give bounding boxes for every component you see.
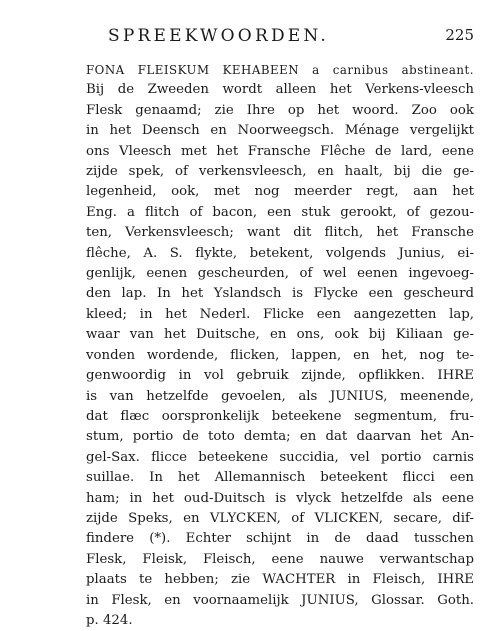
text-line: is van hetzelfde gevoelen, als JUNIUS, meenende, [86, 388, 474, 404]
text-line: Bij de Zweeden wordt alleen het Verkens-vleesch [86, 82, 474, 98]
text-line: zijde spek, of verkensvleesch, en haalt, bij die ge- [86, 164, 474, 180]
text-line: suillae. In het Allemannisch beteekent flicci een [86, 470, 474, 486]
text-line: ons Vleesch met het Fransche Flêche de lard, eene [86, 143, 474, 159]
text-line: genlijk, eenen gescheurden, of wel eenen ingevoeg- [86, 266, 474, 282]
text-line: Flesk genaamd; zie Ihre op het woord. Zoo ook [86, 102, 474, 118]
text-line: stum, portio de toto demta; en dat daarvan het An- [86, 429, 474, 445]
text-line: Eng. a flitch of bacon, een stuk gerookt, of gezou- [86, 204, 474, 220]
text-line: kleed; in het Nederl. Flicke een aangezetten lap, [86, 306, 474, 322]
text-line: ham; in het oud-Duitsch is vlyck hetzelfde als eene [86, 490, 474, 506]
text-line: in Flesk, en voornaamelijk JUNIUS, Glossar. Goth. [86, 592, 474, 608]
body-text [86, 60, 474, 631]
text-line: genwoordig in vol gebruik zijnde, opflikken. IHRE [86, 368, 474, 384]
text-line: Flesk, Fleisk, Fleisch, eene nauwe verwantschap [86, 551, 474, 567]
text-line: legenheid, ook, met nog meerder regt, aan het [86, 184, 474, 200]
text-line: p. 424. [86, 612, 133, 628]
text-line: gel-Sax. flicce beteekene succidia, vel portio carnis [86, 449, 474, 465]
text-line: dat flæc oorspronkelijk beteekene segmentum, fru- [86, 408, 474, 424]
text-line: in het Deensch en Noorweegsch. Ménage vergelijkt [86, 123, 474, 139]
text-line: ten, Verkensvleesch; want dit flitch, het Fransche [86, 225, 474, 241]
text-line: flêche, A. S. flykte, betekent, volgends Junius, ei- [86, 245, 474, 261]
text-line: findere (*). Echter schijnt in de daad tusschen [86, 531, 474, 547]
running-title: SPREEKWOORDEN. [108, 26, 329, 46]
page-header [86, 26, 474, 48]
text-line: waar van het Duitsche, en ons, ook bij Kiliaan ge- [86, 327, 474, 343]
text-line: plaats te hebben; zie WACHTER in Fleisch, IHRE [86, 572, 474, 588]
text-line: den lap. In het Yslandsch is Flycke een gescheurd [86, 286, 474, 302]
page-number: 225 [445, 26, 474, 44]
text-line: FONA FLEISKUM KEHABEEN a carnibus abstineant. [86, 63, 474, 77]
text-line: vonden wordende, flicken, lappen, en het, nog te- [86, 347, 474, 363]
text-line: zijde Speks, en VLYCKEN, of VLICKEN, secare, dif- [86, 510, 474, 526]
